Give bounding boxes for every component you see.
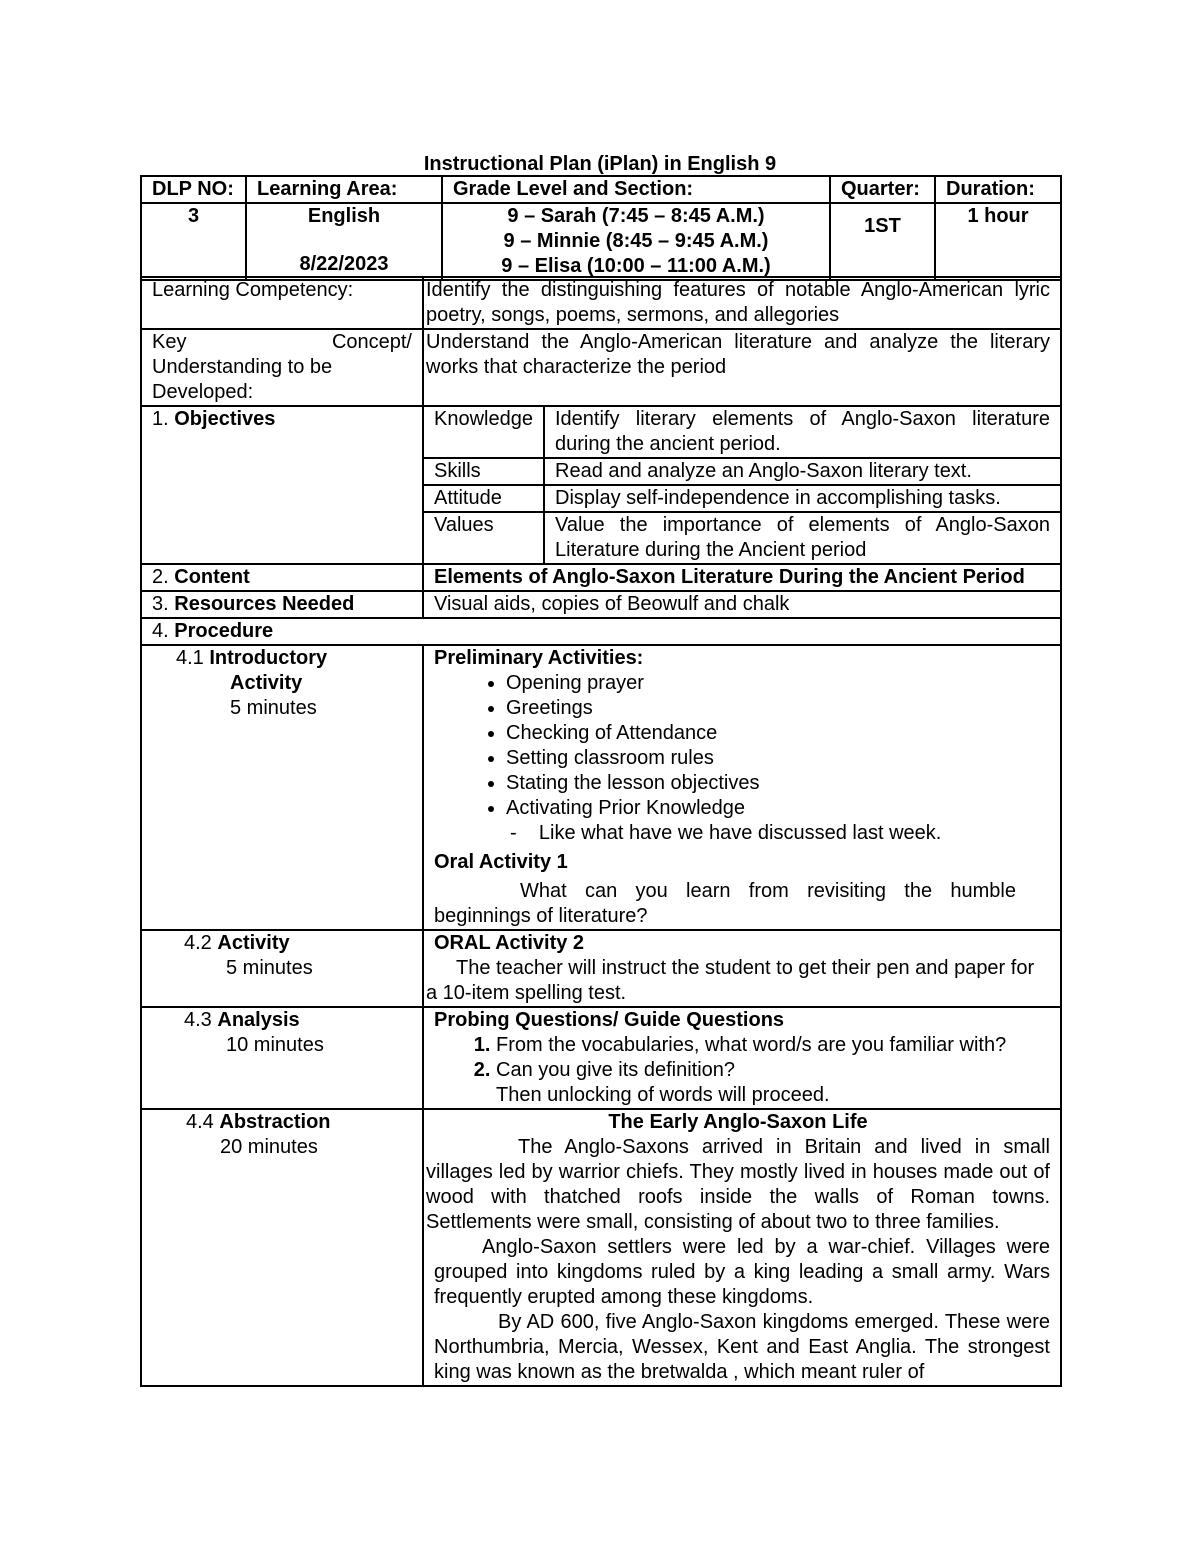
- list-item: • Greetings: [506, 696, 1050, 721]
- key-concept-text: Understand the Anglo-American literature and analyze the literary works that characterize the period: [423, 329, 1061, 406]
- competency-row: [141, 277, 1061, 329]
- oral-activity-2-text: The teacher will instruct the student to get their pen and paper for a 10-item spelling test.: [426, 957, 1035, 1004]
- list-item: 2. Can you give its definition?: [496, 1058, 1050, 1083]
- procedure-row: [141, 618, 1061, 645]
- objective-row: [424, 512, 1060, 563]
- objective-value: Display self-independence in accomplishing tasks.: [544, 485, 1060, 512]
- abstraction-minutes: 20 minutes: [220, 1136, 318, 1158]
- section-sarah: 9 – Sarah (7:45 – 8:45 A.M.): [507, 205, 765, 227]
- list-item: • Stating the lesson objectives: [506, 771, 1050, 796]
- intro-title: Introductory: [209, 647, 328, 669]
- content-title: Content: [174, 566, 250, 588]
- abstraction-title: Abstraction: [219, 1111, 331, 1133]
- abstraction-paragraph-1: The Anglo-Saxons arrived in Britain and lived in small villages led by warrior chiefs. They mostly lived in houses made out of wood with thatched roofs inside the walls of Roman towns. Settlements were small, consisting of about two to three families.: [426, 1136, 1050, 1233]
- content-num: 2.: [152, 566, 169, 588]
- objectives-label: [141, 406, 423, 564]
- grade-level-label: Grade Level and Section:: [442, 176, 830, 203]
- intro-content: [423, 645, 1061, 930]
- objective-row: [424, 458, 1060, 485]
- intro-title-b: Activity: [230, 672, 303, 694]
- key-concept-label-c: Understanding to be Developed:: [152, 356, 333, 403]
- resources-title: Resources Needed: [174, 593, 355, 615]
- objectives-row: [141, 406, 1061, 564]
- competency-text: Identify the distinguishing features of notable Anglo-American lyric poetry, songs, poems, sermons, and allegories: [423, 277, 1061, 329]
- prelim-heading: Preliminary Activities:: [434, 647, 644, 669]
- key-concept-row: [141, 329, 1061, 406]
- duration-label: Duration:: [935, 176, 1061, 203]
- objectives-title: Objectives: [174, 408, 276, 430]
- dlp-label: DLP NO:: [141, 176, 246, 203]
- analysis-label: [141, 1007, 423, 1109]
- procedure-title: Procedure: [174, 620, 274, 642]
- resources-num: 3.: [152, 593, 169, 615]
- abstraction-row: [141, 1109, 1061, 1386]
- intro-num: 4.1: [176, 647, 204, 669]
- procedure-num: 4.: [152, 620, 169, 642]
- key-concept-label-a: Key: [152, 331, 187, 353]
- prelim-list: [434, 671, 1050, 821]
- objectives-cell: [423, 406, 1061, 564]
- content-label: [141, 564, 423, 591]
- oral-activity-1-text: What can you learn from revisiting the humble beginnings of literature?: [434, 880, 1016, 927]
- analysis-after: Then unlocking of words will proceed.: [496, 1084, 830, 1106]
- content-row: [141, 564, 1061, 591]
- activity-title: Activity: [217, 932, 290, 954]
- activity-content: [423, 930, 1061, 1007]
- objectives-table: [424, 407, 1060, 563]
- quarter-label: Quarter:: [830, 176, 935, 203]
- date-value: 8/22/2023: [299, 253, 389, 275]
- dash-item: - Like what have we have discussed last week.: [510, 822, 942, 844]
- objective-key: Skills: [424, 458, 544, 485]
- probing-list: [434, 1033, 1050, 1083]
- analysis-content: [423, 1007, 1061, 1109]
- objective-value: Read and analyze an Anglo-Saxon literary text.: [544, 458, 1060, 485]
- intro-label: [141, 645, 423, 930]
- activity-num: 4.2: [184, 932, 212, 954]
- abstraction-content: [423, 1109, 1061, 1386]
- intro-row: [141, 645, 1061, 930]
- intro-minutes: 5 minutes: [230, 697, 317, 719]
- objective-key: Values: [424, 512, 544, 563]
- list-item: 1. From the vocabularies, what word/s are you familiar with?: [496, 1033, 1050, 1058]
- section-elisa: 9 – Elisa (10:00 – 11:00 A.M.): [501, 255, 771, 277]
- list-item: • Opening prayer: [506, 671, 1050, 696]
- learning-area-cell: [246, 203, 442, 280]
- learning-area-value: English: [307, 205, 381, 227]
- section-minnie: 9 – Minnie (8:45 – 9:45 A.M.): [503, 230, 769, 252]
- abstraction-heading: The Early Anglo-Saxon Life: [608, 1111, 868, 1133]
- quarter-value: 1ST: [830, 203, 935, 280]
- procedure-label: [141, 618, 1061, 645]
- activity-row: [141, 930, 1061, 1007]
- oral-activity-1-title: Oral Activity 1: [434, 851, 568, 873]
- resources-row: [141, 591, 1061, 618]
- list-item: • Activating Prior Knowledge: [506, 796, 1050, 821]
- content-text: Elements of Anglo-Saxon Literature During the Ancient Period: [423, 564, 1061, 591]
- abstraction-paragraph-2: Anglo-Saxon settlers were led by a war-chief. Villages were grouped into kingdoms ruled by a king leading a small army. Wars frequently erupted among these kingdoms.: [434, 1236, 1050, 1308]
- activity-minutes: 5 minutes: [226, 957, 313, 979]
- objective-row: [424, 485, 1060, 512]
- activity-label: [141, 930, 423, 1007]
- document-title: Instructional Plan (iPlan) in English 9: [423, 153, 777, 175]
- oral-activity-2-title: ORAL Activity 2: [434, 932, 585, 954]
- objective-key: Attitude: [424, 485, 544, 512]
- abstraction-label: [141, 1109, 423, 1386]
- probing-heading: Probing Questions/ Guide Questions: [434, 1009, 785, 1031]
- objective-key: Knowledge: [424, 407, 544, 458]
- learning-area-label: Learning Area:: [246, 176, 442, 203]
- analysis-row: [141, 1007, 1061, 1109]
- plan-table: [140, 276, 1062, 1387]
- resources-text: Visual aids, copies of Beowulf and chalk: [423, 591, 1061, 618]
- key-concept-label-b: Concept/: [331, 331, 412, 353]
- abstraction-num: 4.4: [186, 1111, 214, 1133]
- objective-row: [424, 407, 1060, 458]
- dlp-number: 3: [141, 203, 246, 280]
- objectives-num: 1.: [152, 408, 169, 430]
- analysis-minutes: 10 minutes: [226, 1034, 324, 1056]
- dash-text: Like what have we have discussed last week.: [538, 822, 942, 844]
- header-table: [140, 175, 1062, 281]
- key-concept-label: [141, 329, 423, 406]
- list-item: • Setting classroom rules: [506, 746, 1050, 771]
- competency-label: Learning Competency:: [141, 277, 423, 329]
- analysis-num: 4.3: [184, 1009, 212, 1031]
- objective-value: Value the importance of elements of Anglo-Saxon Literature during the Ancient period: [544, 512, 1060, 563]
- sections-cell: [442, 203, 830, 280]
- objective-value: Identify literary elements of Anglo-Saxon literature during the ancient period.: [544, 407, 1060, 458]
- resources-label: [141, 591, 423, 618]
- duration-value: 1 hour: [935, 203, 1061, 280]
- analysis-title: Analysis: [217, 1009, 300, 1031]
- list-item: • Checking of Attendance: [506, 721, 1050, 746]
- abstraction-paragraph-3: By AD 600, five Anglo-Saxon kingdoms emerged. These were Northumbria, Mercia, Wessex, Kent and East Anglia. The strongest king was known as the bretwalda , which meant ruler of: [434, 1311, 1050, 1383]
